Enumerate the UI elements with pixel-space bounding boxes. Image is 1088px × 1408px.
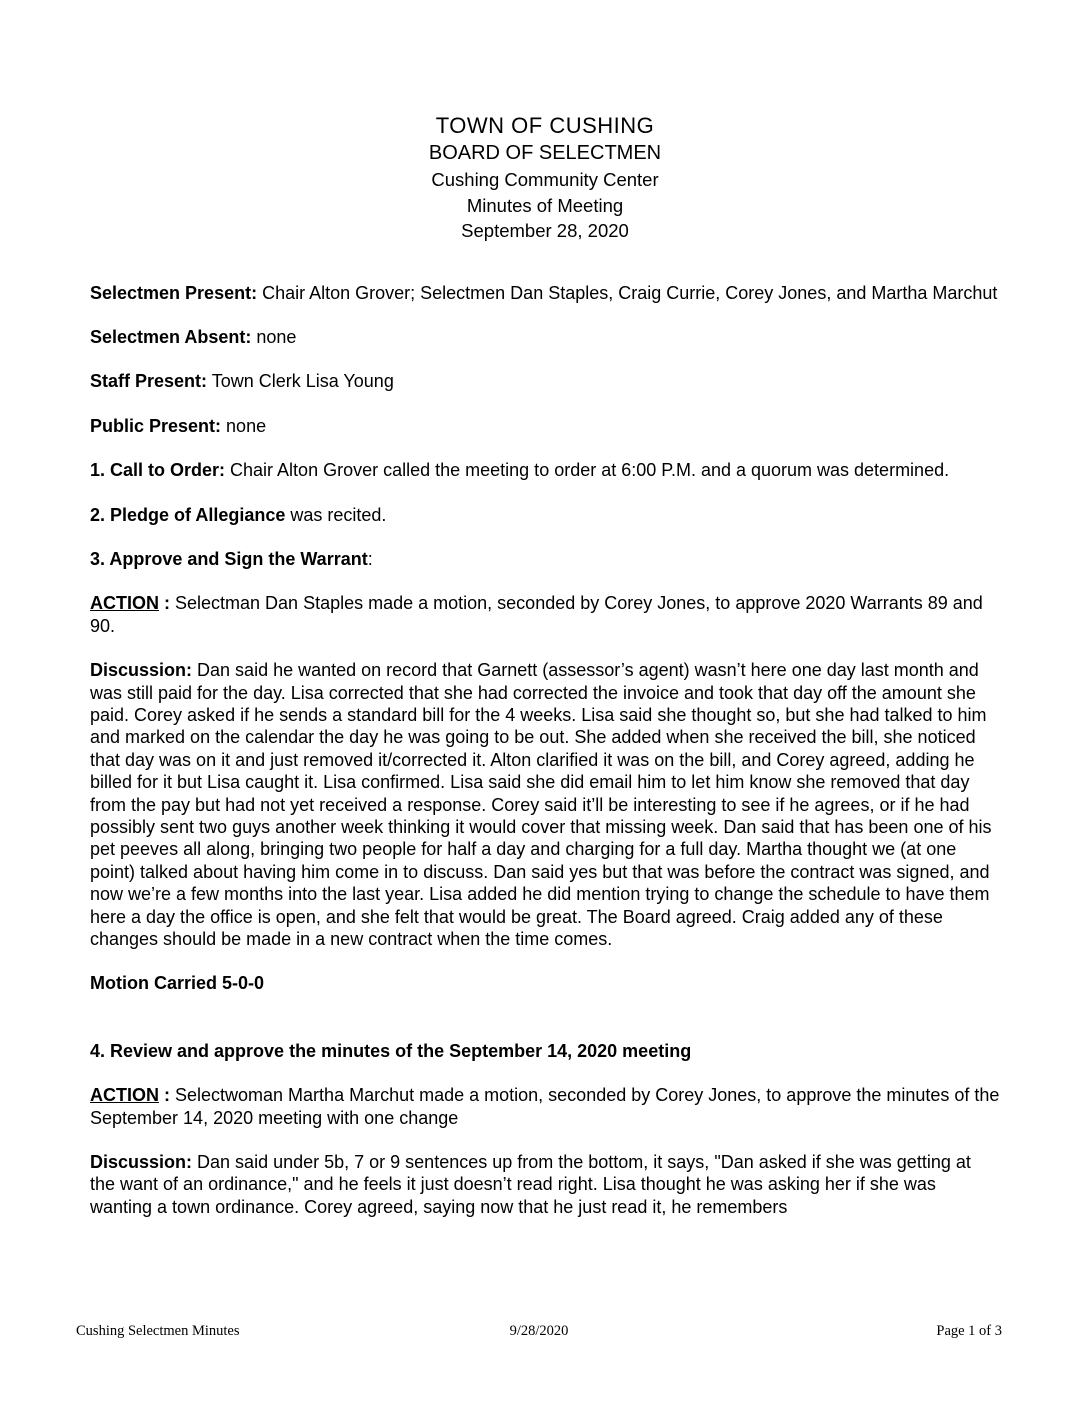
agenda-item-1-call-to-order [90, 459, 1000, 481]
agenda-item-2-text: was recited. [285, 504, 387, 525]
minutes-action-label: ACTION [90, 1085, 159, 1106]
doc-title: TOWN OF CUSHING [435, 113, 655, 138]
agenda-item-1-label: 1. Call to Order: [90, 460, 226, 481]
agenda-item-3-label: 3. Approve and Sign the Warrant [90, 548, 368, 569]
agenda-item-2-label: 2. Pledge of Allegiance [90, 504, 286, 525]
minutes-discussion-text: Dan said under 5b, 7 or 9 sentences up from the bottom, it says, "Dan asked if she was getting at the want of an ordinance," and he feels it just doesn’t read right. Lisa thought he was asking her if she was wanting a town ordinance. Corey agreed, saying now that he just read it, he remembers [90, 1152, 971, 1217]
document-content [90, 112, 1000, 1240]
footer-date: 9/28/2020 [509, 1323, 569, 1339]
warrant-action-colon: : [164, 593, 170, 614]
doc-subtitle: BOARD OF SELECTMEN [428, 142, 662, 164]
public-present-text: none [221, 415, 267, 436]
public-present [90, 415, 1000, 437]
agenda-item-4-label: 4. Review and approve the minutes of the September 14, 2020 meeting [90, 1040, 692, 1061]
minutes-discussion [90, 1151, 1000, 1218]
agenda-item-4-minutes-heading [90, 1040, 1000, 1062]
warrant-action-label: ACTION [90, 593, 159, 614]
selectmen-present [90, 282, 1000, 304]
footer-document-name: Cushing Selectmen Minutes [76, 1323, 240, 1339]
agenda-item-3-warrant-heading [90, 548, 1000, 570]
warrant-discussion [90, 659, 1000, 950]
selectmen-present-text: Chair Alton Grover; Selectmen Dan Staples, Craig Currie, Corey Jones, and Martha Marchut [257, 282, 998, 303]
doc-type: Minutes of Meeting [466, 194, 624, 216]
minutes-action-text: Selectwoman Martha Marchut made a motion, seconded by Corey Jones, to approve the minutes of the September 14, 2020 meeting with one change [90, 1085, 1000, 1128]
agenda-item-2-pledge [90, 504, 1000, 526]
minutes-discussion-label: Discussion: [90, 1152, 193, 1173]
agenda-item-3-text: : [367, 548, 373, 569]
selectmen-present-label: Selectmen Present: [90, 282, 258, 303]
agenda-item-1-text: Chair Alton Grover called the meeting to order at 6:00 P.M. and a quorum was determined. [225, 460, 950, 481]
selectmen-absent-text: none [251, 326, 297, 347]
staff-present-text: Town Clerk Lisa Young [207, 371, 394, 392]
footer-page-number: Page 1 of 3 [936, 1323, 1003, 1339]
document-header [90, 112, 1000, 244]
warrant-motion-result: Motion Carried 5-0-0 [90, 973, 265, 994]
page-footer [76, 1322, 1002, 1340]
warrant-action [90, 592, 1000, 637]
warrant-action-text: Selectman Dan Staples made a motion, seconded by Corey Jones, to approve 2020 Warrants 89 and 90. [90, 593, 983, 636]
doc-date: September 28, 2020 [461, 220, 629, 241]
minutes-action [90, 1084, 1000, 1129]
selectmen-absent-label: Selectmen Absent: [90, 326, 252, 347]
staff-present-label: Staff Present: [90, 371, 208, 392]
minutes-action-colon: : [164, 1085, 170, 1106]
staff-present [90, 370, 1000, 392]
selectmen-absent [90, 326, 1000, 348]
warrant-discussion-label: Discussion: [90, 660, 193, 681]
doc-location: Cushing Community Center [431, 169, 659, 190]
public-present-label: Public Present: [90, 415, 222, 436]
warrant-discussion-text: Dan said he wanted on record that Garnett (assessor’s agent) wasn’t here one day last month and was still paid for the day. Lisa corrected that she had corrected the invoice and took that day off the amount she paid. Corey asked if he sends a standard bill for the 4 weeks. Lisa said she thought so, but she had talked to him and marked on the calendar the day he was going to be out. She added when she received the bill, she noticed that day was on it and just removed it/corrected it. Alton clarified it was on the bill, and Corey agreed, adding he billed for it but Lisa caught it. Lisa confirmed. Lisa said she did email him to let him know she removed that day from the pay but had not yet received a response. Corey said it’ll be interesting to see if he agrees, or if he had possibly sent two guys another week thinking it would cover that missing week. Dan said that has been one of his pet peeves all along, bringing two people for half a day and charging for a full day. Martha thought we (at one point) talked about having him come in to discuss. Dan said yes but that was before the contract was signed, and now we’re a few months into the last year. Lisa added he did mention trying to change the schedule to have them here a day the office is open, and she felt that would be great. The Board agreed. Craig added any of these changes should be made in a new contract when the time comes. [90, 660, 992, 950]
